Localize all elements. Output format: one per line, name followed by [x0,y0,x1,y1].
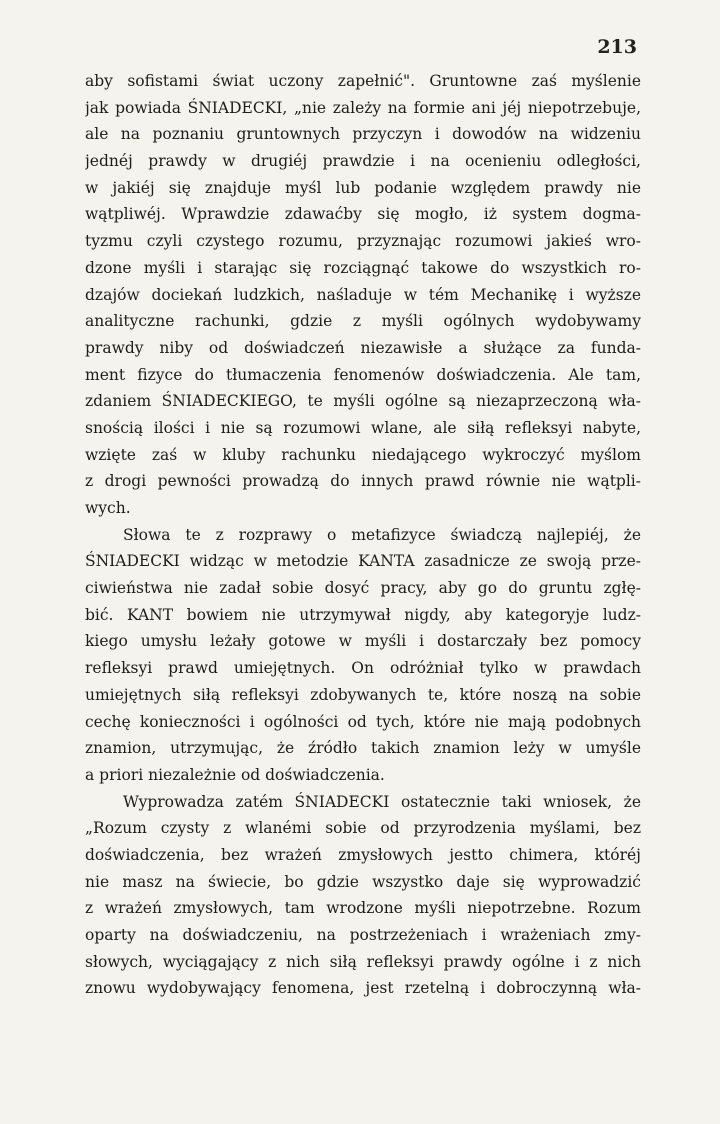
text-line: „Rozum czysty z wlanémi sobie od przyrodzenia myślami, bez [85,819,641,838]
text-line: ciwieństwa nie zadał sobie dosyć pracy, aby go do gruntu zgłę- [85,579,641,598]
text-line: snością ilości i nie są rozumowi wlane, ale siłą refleksyi nabyte, [85,418,641,437]
text-line: z drogi pewności prowadzą do innych prawd równie nie wątpli- [85,472,641,491]
text-line: znamion, utrzymując, że źródło takich znamion leży w umyśle [85,739,641,758]
text-line: Wyprowadza zatém ŚNIADECKI ostatecznie taki wniosek, że [123,792,641,811]
text-line: ale na poznaniu gruntownych przyczyn i dowodów na widzeniu [85,125,641,144]
text-line: wzięte zaś w kluby rachunku niedającego wykroczyć myślom [85,445,641,464]
text-line: wątpliwéj. Wprawdzie zdawaćby się mogło, iż system dogma- [85,205,641,224]
text-line: dzajów dociekań ludzkich, naśladuje w tém Mechanikę i wyższe [85,285,641,304]
text-line: zdaniem ŚNIADECKIEGO, te myśli ogólne są niezaprzeczoną wła- [85,392,641,411]
text-line: Słowa te z rozprawy o metafizyce świadczą najlepiéj, że [123,525,641,544]
paragraph [85,789,641,1003]
text-line: dzone myśli i starając się rozciągnąć takowe do wszystkich ro- [85,258,641,277]
text-line: wych. [85,499,131,517]
text-line: a priori niezależnie od doświadczenia. [85,765,385,784]
text-line: kiego umysłu leżały gotowe w myśli i dostarczały bez pomocy [85,632,641,651]
text-line: umiejętnych siłą refleksyi zdobywanych te, które noszą na sobie [85,685,641,704]
text-line: w jakiéj się znajduje myśl lub podanie względem prawdy nie [85,178,641,197]
text-line: prawdy niby od doświadczeń niezawisłe a służące za funda- [85,338,641,357]
paragraph [85,68,641,522]
text-line: analityczne rachunki, gdzie z myśli ogólnych wydobywamy [85,312,641,331]
text-line: refleksyi prawd umiejętnych. On odróżniał tylko w prawdach [85,659,641,678]
text-line: ŚNIADECKI widząc w metodzie KANTA zasadnicze ze swoją prze- [85,552,641,571]
text-line: słowych, wyciągający z nich siłą refleksyi prawdy ogólne i z nich [85,952,641,971]
text-line: z wrażeń zmysłowych, tam wrodzone myśli niepotrzebne. Rozum [85,899,641,918]
text-line: cechę konieczności i ogólności od tych, które nie mają podobnych [85,712,641,731]
text-line: oparty na doświadczeniu, na postrzeżeniach i wrażeniach zmy- [85,926,641,944]
text-line: doświadczenia, bez wrażeń zmysłowych jestto chimera, któréj [85,845,641,864]
text-line: ment fizyce do tłumaczenia fenomenów doświadczenia. Ale tam, [85,365,641,384]
text-line: bić. KANT bowiem nie utrzymywał nigdy, aby kategoryje ludz- [85,605,641,624]
page-number: 213 [597,36,637,58]
text-line: tyzmu czyli czystego rozumu, przyznając rozumowi jakieś wro- [85,232,641,251]
text-line: aby sofistami świat uczony zapełnić". Gruntowne zaś myślenie [85,72,641,90]
text-line: jak powiada ŚNIADECKI, „nie zależy na formie ani jéj niepotrzebuje, [85,98,641,117]
text-line: znowu wydobywający fenomena, jest rzetelną i dobroczynną wła- [85,979,641,998]
text-line: nie masz na świecie, bo gdzie wszystko daje się wyprowadzić [85,872,641,891]
text-line: jednéj prawdy w drugiéj prawdzie i na ocenieniu odległości, [85,152,641,171]
body-text [85,68,641,1002]
paragraph [85,522,641,789]
